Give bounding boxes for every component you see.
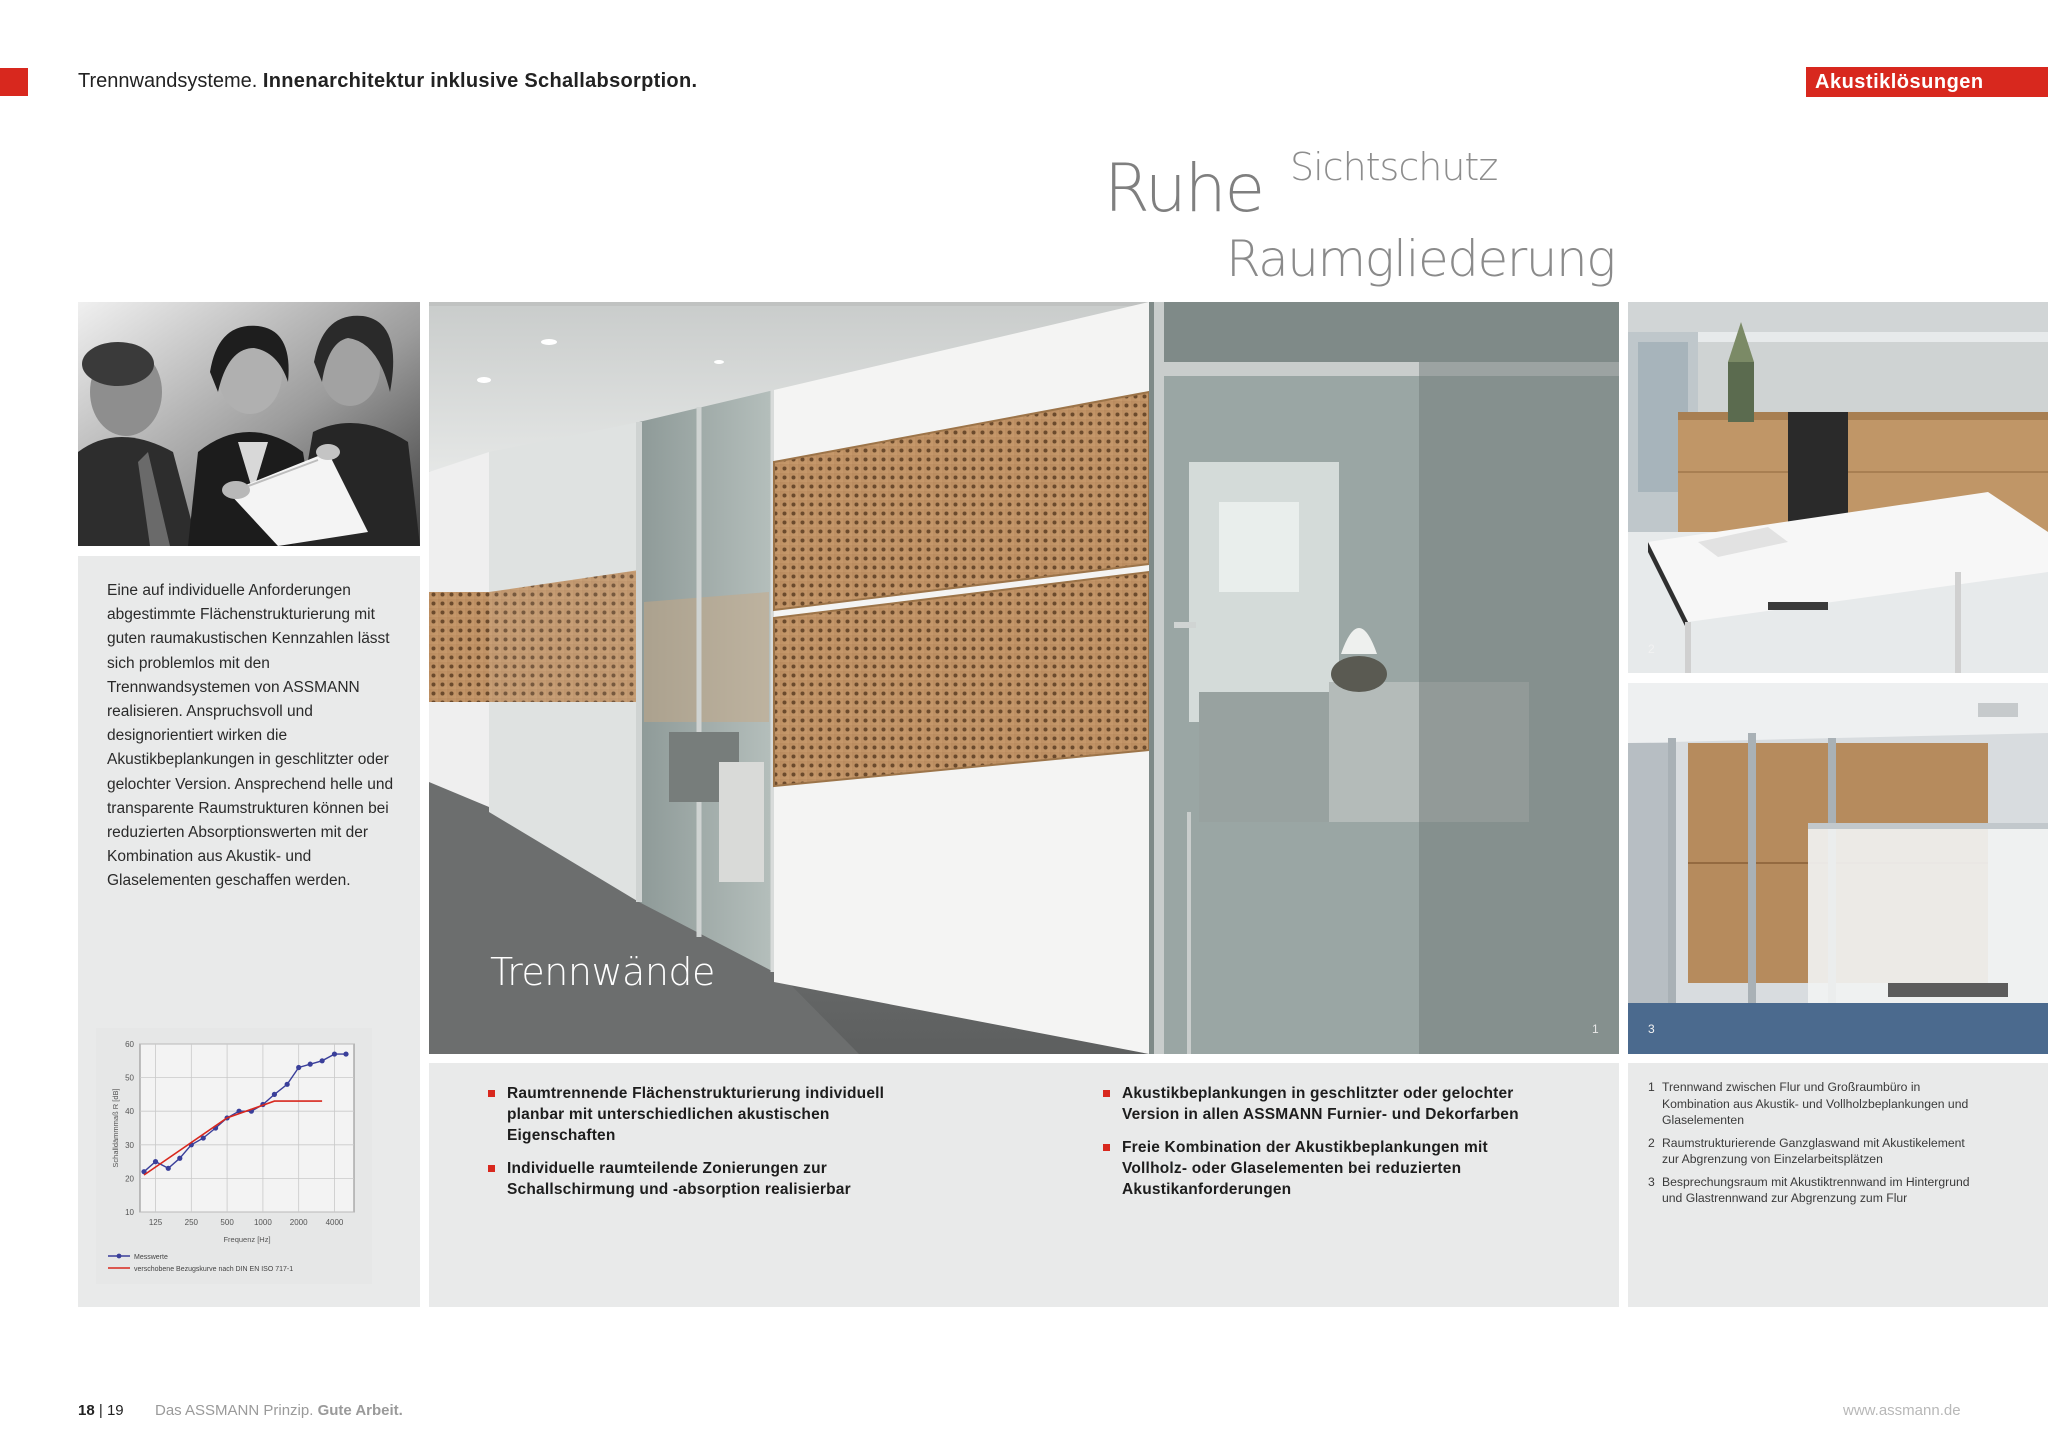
- page-separator: |: [98, 1402, 103, 1419]
- list-item: [488, 1083, 928, 1146]
- photo-captions: [1648, 1079, 1978, 1213]
- page-number-next: 19: [106, 1402, 124, 1419]
- chart-data-point: [320, 1058, 325, 1063]
- list-item-text: Akustikbeplankungen in geschlitzter oder gelochter Version in allen ASSMANN Furnier- und Dekorfarben: [1122, 1085, 1519, 1123]
- tagline-light: Das ASSMANN Prinzip.: [155, 1402, 314, 1419]
- caption-item: [1648, 1135, 1978, 1168]
- list-item: [488, 1158, 928, 1200]
- chart-data-point: [332, 1051, 337, 1056]
- feature-list-left: [488, 1083, 928, 1212]
- chart-xtick-label: 4000: [325, 1218, 344, 1227]
- chart-xtick-label: 125: [148, 1218, 163, 1227]
- footer-website-url: www.assmann.de: [1843, 1402, 1961, 1419]
- chart-legend-marker: [117, 1254, 122, 1259]
- caption-number: 1: [1648, 1080, 1655, 1094]
- main-photo-caption: Trennwände: [490, 950, 715, 994]
- list-item: [1103, 1083, 1523, 1125]
- photo-3-number: 3: [1648, 1022, 1655, 1036]
- sound-insulation-chart: [96, 1028, 372, 1284]
- chart-ylabel: Schalldämmmaß R [dB]: [111, 1088, 120, 1168]
- chart-data-point: [296, 1065, 301, 1070]
- bullet-square-icon: [1103, 1144, 1110, 1151]
- chart-ytick-label: 40: [125, 1107, 134, 1117]
- list-item-text: Individuelle raumteilende Zonierungen zur Schallschirmung und -absorption realisierbar: [507, 1160, 851, 1198]
- caption-number: 2: [1648, 1135, 1655, 1150]
- header-title-light: Trennwandsysteme.: [78, 70, 258, 92]
- chart-xtick-label: 1000: [253, 1218, 272, 1227]
- caption-item: [1648, 1174, 1978, 1207]
- header-red-marker: [0, 68, 28, 96]
- photo-people-meeting: [78, 302, 420, 546]
- caption-text: Trennwand zwischen Flur und Großraumbüro in Kombination aus Akustik- und Vollholzbeplankungen und Glaselementen: [1662, 1080, 1969, 1127]
- photo-partition-walls: [429, 302, 1619, 1054]
- photo-2-number: 2: [1648, 642, 1655, 656]
- chart-xtick-label: 2000: [289, 1218, 308, 1227]
- bullet-square-icon: [488, 1090, 495, 1097]
- page-number-current: 18: [78, 1402, 95, 1419]
- chart-legend-label: verschobene Bezugskurve nach DIN EN ISO 717-1: [134, 1266, 294, 1273]
- chart-data-point: [343, 1051, 348, 1056]
- chart-legend-label: Messwerte: [134, 1254, 168, 1261]
- caption-text: Raumstrukturierende Ganzglaswand mit Akustikelement zur Abgrenzung von Einzelarbeitsplätzen: [1662, 1135, 1965, 1166]
- chart-data-point: [272, 1092, 277, 1097]
- tagline-bold: Gute Arbeit.: [317, 1402, 403, 1419]
- chart-xtick-label: 500: [220, 1218, 234, 1227]
- page-numbers: [78, 1402, 124, 1419]
- chart-data-point: [166, 1166, 171, 1171]
- chart-ytick-label: 10: [125, 1208, 134, 1217]
- hero-word-raumgliederung: Raumgliederung: [1226, 230, 1615, 288]
- chart-xlabel: Frequenz [Hz]: [223, 1235, 271, 1244]
- chart-plot-area: [140, 1044, 354, 1212]
- chart-svg: [96, 1028, 372, 1284]
- chart-ytick-label: 60: [125, 1040, 134, 1049]
- header-title-bold: Innenarchitektur inklusive Schallabsorption.: [262, 70, 698, 92]
- header-title: [78, 70, 697, 93]
- chart-data-point: [177, 1156, 182, 1161]
- section-badge: Akustiklösungen: [1806, 67, 2048, 97]
- chart-data-point: [308, 1062, 313, 1067]
- feature-list-right: [1103, 1083, 1523, 1212]
- bullet-square-icon: [488, 1165, 495, 1172]
- intro-paragraph: Eine auf individuelle Anforderungen abgestimmte Flächenstrukturierung mit guten raumakustischen Kennzahlen lässt sich problemlos mit den Trennwandsystemen von ASSMANN realisieren. Anspruchsvoll und designorientiert wirken die Akustikbeplankungen in geschlitzter oder gelochter Version. Ansprechend helle und transparente Raumstrukturen können bei reduzierten Absorptionswerten mit der Kombination aus Akustik- und Glaselementen geschaffen werden.: [107, 582, 394, 890]
- photo-office-desk: [1628, 302, 2048, 673]
- chart-ytick-label: 30: [125, 1140, 134, 1150]
- caption-item: [1648, 1079, 1978, 1129]
- list-item-text: Freie Kombination der Akustikbeplankungen mit Vollholz- oder Glaselementen bei reduzierten Akustikanforderungen: [1122, 1139, 1488, 1198]
- chart-ytick-label: 50: [125, 1073, 134, 1083]
- list-item: [1103, 1137, 1523, 1200]
- hero-word-sichtschutz: Sichtschutz: [1290, 145, 1498, 189]
- bullet-square-icon: [1103, 1090, 1110, 1097]
- hero-word-ruhe: Ruhe: [1104, 150, 1264, 227]
- chart-xtick-label: 250: [184, 1218, 198, 1227]
- list-item-text: Raumtrennende Flächenstrukturierung individuell planbar mit unterschiedlichen akustischen Eigenschaften: [507, 1085, 885, 1144]
- main-photo-number: 1: [1592, 1022, 1599, 1036]
- chart-data-point: [285, 1082, 290, 1087]
- chart-data-point: [153, 1159, 158, 1164]
- photo-meeting-room: [1628, 683, 2048, 1054]
- caption-text: Besprechungsraum mit Akustiktrennwand im Hintergrund und Glastrennwand zur Abgrenzung zum Flur: [1662, 1174, 1970, 1205]
- footer-tagline: [155, 1402, 403, 1419]
- caption-number: 3: [1648, 1174, 1655, 1189]
- chart-ytick-label: 20: [125, 1174, 134, 1184]
